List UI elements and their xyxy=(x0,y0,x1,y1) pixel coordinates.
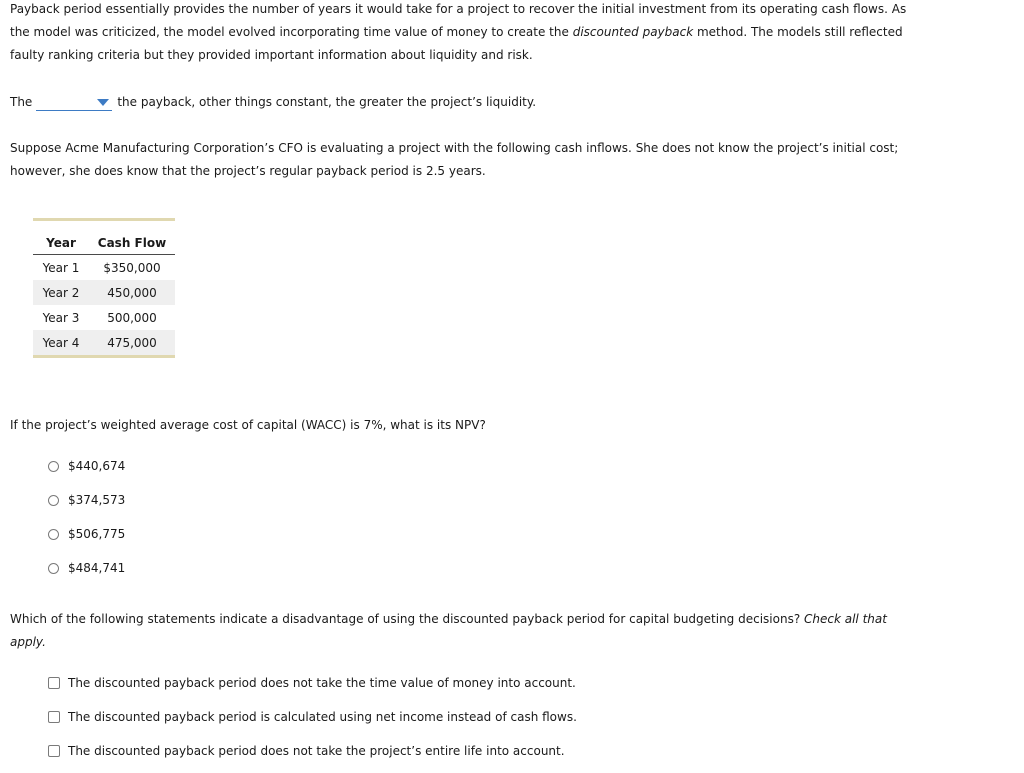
table-row xyxy=(33,305,175,330)
table-row xyxy=(33,330,175,357)
disadvantage-prompt-text: Which of the following statements indicate a disadvantage of using the discounted payback period for capital budgeting decisions? xyxy=(10,612,805,626)
npv-option-label: $440,674 xyxy=(68,459,126,473)
npv-question-prompt: If the project’s weighted average cost of capital (WACC) is 7%, what is its NPV? xyxy=(10,418,486,432)
year-cell: Year 1 xyxy=(42,260,80,275)
disadvantage-prompt-line-2 xyxy=(10,631,887,654)
table-header-row xyxy=(33,220,175,255)
npv-option-3[interactable] xyxy=(48,525,125,543)
cash-flow-cell: 475,000 xyxy=(89,330,175,357)
scenario-paragraph xyxy=(10,137,898,183)
radio-button-icon[interactable] xyxy=(48,563,59,574)
blank-prefix: The xyxy=(10,95,33,109)
scenario-line-2: however, she does know that the project’s regular payback period is 2.5 years. xyxy=(10,164,486,178)
year-cell: Year 3 xyxy=(42,310,80,325)
payback-dropdown[interactable] xyxy=(36,94,112,111)
check-all-instruction: Check all that xyxy=(804,612,887,626)
check-all-instruction-end: apply. xyxy=(10,635,46,649)
intro-line-2-end: method. The models still reflected xyxy=(693,25,903,39)
chevron-down-icon xyxy=(97,99,109,106)
disadvantage-option-1[interactable] xyxy=(48,674,576,692)
blank-suffix: the payback, other things constant, the greater the project’s liquidity. xyxy=(117,95,537,109)
radio-button-icon[interactable] xyxy=(48,461,59,472)
intro-paragraph xyxy=(10,0,906,67)
payback-liquidity-question xyxy=(10,92,536,112)
disadvantage-option-3[interactable] xyxy=(48,742,565,760)
radio-button-icon[interactable] xyxy=(48,529,59,540)
intro-line-1: Payback period essentially provides the number of years it would take for a project to recover the initial investment from its operating cash flows. As xyxy=(10,2,907,16)
disadvantage-question-prompt xyxy=(10,608,887,654)
year-column-header: Year xyxy=(33,220,89,255)
npv-option-label: $374,573 xyxy=(68,493,126,507)
cash-flow-cell: 500,000 xyxy=(107,310,157,325)
npv-option-1[interactable] xyxy=(48,457,125,475)
intro-line-2 xyxy=(10,21,906,44)
checkbox-icon[interactable] xyxy=(48,677,60,689)
table-row xyxy=(33,255,175,281)
cash-flow-cell: 450,000 xyxy=(89,280,175,305)
cash-flow-cell: $350,000 xyxy=(103,260,161,275)
year-cell: Year 2 xyxy=(33,280,89,305)
disadvantage-option-label: The discounted payback period is calculated using net income instead of cash flows. xyxy=(68,710,577,724)
cash-flow-table xyxy=(33,218,175,358)
cash-flow-column-header: Cash Flow xyxy=(89,220,175,255)
year-cell: Year 4 xyxy=(33,330,89,357)
checkbox-icon[interactable] xyxy=(48,745,60,757)
disadvantage-option-2[interactable] xyxy=(48,708,577,726)
checkbox-icon[interactable] xyxy=(48,711,60,723)
intro-line-3: faulty ranking criteria but they provided important information about liquidity and risk. xyxy=(10,48,533,62)
intro-line-2-start: the model was criticized, the model evolved incorporating time value of money to create the xyxy=(10,25,573,39)
disadvantage-option-label: The discounted payback period does not take the time value of money into account. xyxy=(68,676,576,690)
discounted-payback-term: discounted payback xyxy=(572,25,694,39)
disadvantage-option-label: The discounted payback period does not take the project’s entire life into account. xyxy=(68,744,565,758)
disadvantage-prompt-line-1 xyxy=(10,608,887,631)
radio-button-icon[interactable] xyxy=(48,495,59,506)
npv-option-label: $506,775 xyxy=(68,527,126,541)
npv-option-label: $484,741 xyxy=(68,561,126,575)
table-row xyxy=(33,280,175,305)
npv-option-2[interactable] xyxy=(48,491,125,509)
scenario-line-1: Suppose Acme Manufacturing Corporation’s CFO is evaluating a project with the following cash inflows. She does not know the project’s initial cost; xyxy=(10,141,899,155)
npv-option-4[interactable] xyxy=(48,559,125,577)
